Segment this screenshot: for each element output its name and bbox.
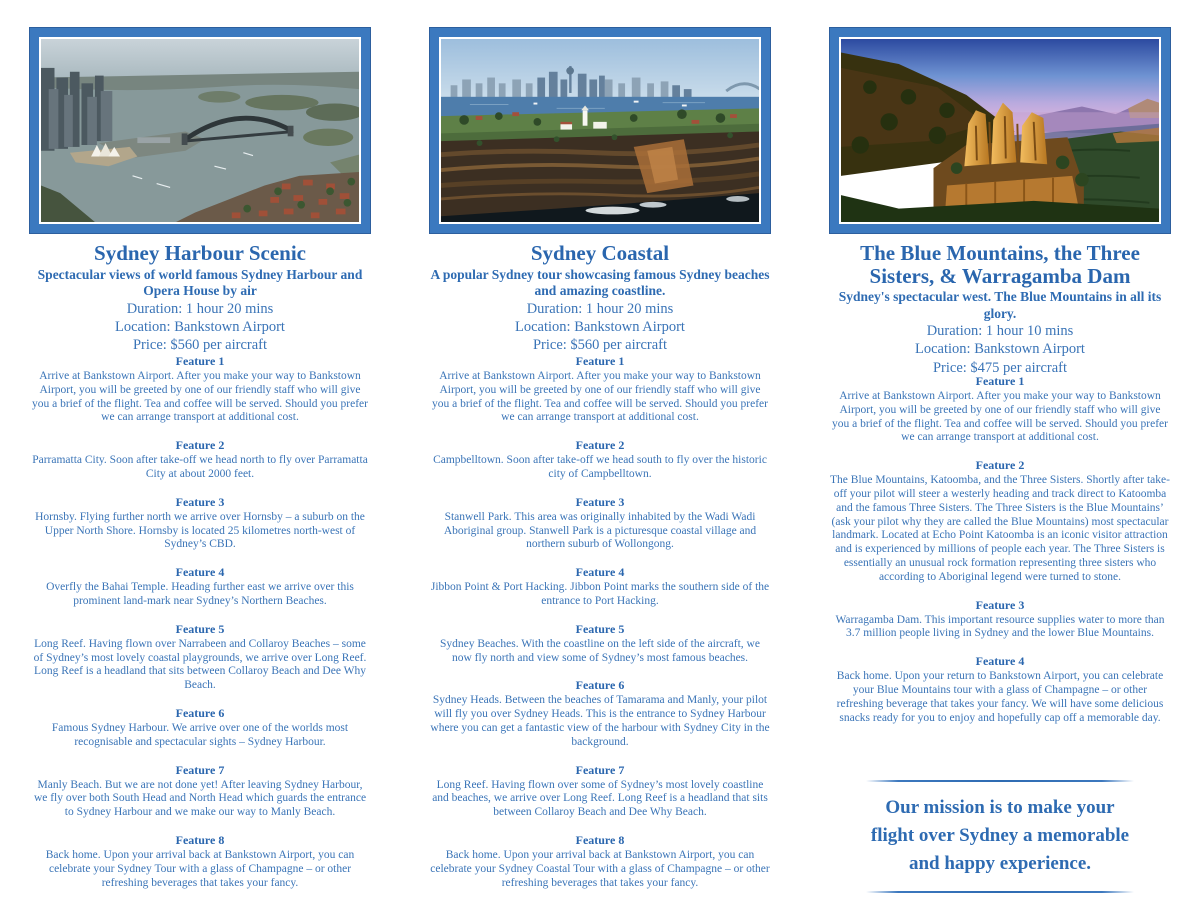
feature-text: Sydney Beaches. With the coastline on the left side of the aircraft, we now fly north and view some of Sydney’s most famous beaches. <box>440 637 760 664</box>
feature-heading: Feature 5 <box>175 621 225 636</box>
feature-text: Back home. Upon your arrival back at Bankstown Airport, you can celebrate your Sydney Tour with a glass of Champagne – or other refreshing beverages that takes your fancy. <box>45 849 355 889</box>
feature-item <box>830 458 1170 584</box>
feature-heading: Feature 4 <box>975 654 1025 669</box>
tour-location: Location: Bankstown Airport <box>915 341 1085 358</box>
feature-item <box>430 622 770 666</box>
feature-text: Arrive at Bankstown Airport. After you make your way to Bankstown Airport, you will be greeted by one of our friendly staff who will give you a brief of the flight. Tea and coffee will be served. Should you prefer we can arrange transport at additional cost. <box>832 390 1168 444</box>
feature-item <box>830 374 1170 445</box>
feature-heading: Feature 8 <box>175 833 225 847</box>
feature-item <box>30 833 370 890</box>
feature-heading: Feature 6 <box>575 678 625 693</box>
feature-text: Long Reef. Having flown over some of Sydney’s most lovely coastline and beaches, we arrive over Long Reef. Long Reef is a headland that sits between Collaroy Beach and Dee Why Beach. <box>432 778 768 819</box>
feature-heading: Feature 2 <box>975 458 1025 473</box>
tour-column-mountains <box>830 28 1170 874</box>
feature-text: Arrive at Bankstown Airport. After you make your way to Bankstown Airport, you will be greeted by one of our friendly staff who will give you a brief of the flight. Tea and coffee will be served. Should you prefer we can arrange transport at additional cost. <box>32 370 368 424</box>
coastal-cliffs-photo <box>441 39 759 222</box>
tour-title: Sydney Harbour Scenic <box>94 241 306 266</box>
feature-text: The Blue Mountains, Katoomba, and the Three Sisters. Shortly after take-off your pilot will steer a westerly heading and track direct to Katoomba and the famous Three Sisters. The Three Sisters is the Blue Mountains’ (ask your pilot why they are called the Blue Mountains) most spectacular landmark. Located at Echo Point Katoomba is an iconic visitor attraction and is experienced by millions of people each year. The Three Sisters is essentially an unusual rock formation representing three sisters who according to Aboriginal legend were turned to stone. <box>830 474 1170 583</box>
feature-heading: Feature 3 <box>175 494 225 509</box>
tour-subtitle: Sydney's spectacular west. The Blue Mountains in all its glory. <box>838 289 1162 321</box>
feature-heading: Feature 3 <box>975 597 1025 612</box>
blue-mountains-photo <box>841 39 1159 222</box>
coastal-feature-list <box>430 354 770 903</box>
mission-statement-box <box>866 780 1134 893</box>
feature-heading: Feature 4 <box>175 565 225 580</box>
feature-item <box>30 706 370 750</box>
tour-location: Location: Bankstown Airport <box>515 318 685 335</box>
harbour-photo-frame <box>30 28 370 233</box>
feature-text: Warragamba Dam. This important resource supplies water to more than 3.7 million people living in Sydney and the lower Blue Mountains. <box>835 613 1165 640</box>
tour-duration: Duration: 1 hour 20 mins <box>526 300 674 317</box>
feature-heading: Feature 6 <box>175 706 225 721</box>
harbour-tour-header <box>30 240 370 354</box>
feature-text: Parramatta City. Soon after take-off we head north to fly over Parramatta City at about 2000 feet. <box>32 454 368 481</box>
mountains-photo-frame <box>830 28 1170 233</box>
mission-statement-text: Our mission is to make your flight over Sydney a memorable and happy experience. <box>870 797 1130 874</box>
feature-item <box>30 565 370 609</box>
feature-heading: Feature 3 <box>575 494 625 509</box>
feature-item <box>430 763 770 820</box>
tour-price: Price: $560 per aircraft <box>132 336 268 353</box>
feature-item <box>830 654 1170 725</box>
feature-text: Famous Sydney Harbour. We arrive over one of the worlds most recognisable and spectacular sights – Sydney Harbour. <box>51 722 349 748</box>
feature-item <box>430 678 770 749</box>
feature-text: Overfly the Bahai Temple. Heading further east we arrive over this prominent land-mark near Sydney’s Northern Beaches. <box>46 581 354 608</box>
feature-heading: Feature 7 <box>175 762 225 777</box>
tour-price: Price: $560 per aircraft <box>532 336 668 353</box>
tour-duration: Duration: 1 hour 20 mins <box>126 300 274 317</box>
feature-item <box>430 354 770 425</box>
feature-heading: Feature 7 <box>575 762 625 777</box>
feature-text: Hornsby. Flying further north we arrive over Hornsby – a suburb on the Upper North Shore. Hornsby is located 25 kilometres north-west of Sydney’s CBD. <box>35 510 365 551</box>
tour-location: Location: Bankstown Airport <box>115 318 285 335</box>
harbour-feature-list <box>30 354 370 903</box>
feature-text: Manly Beach. But we are not done yet! After leaving Sydney Harbour, we fly over both South Head and North Head which guards the entrance to Sydney Harbour and we make our way to Manly Beach. <box>33 778 367 819</box>
feature-heading: Feature 5 <box>575 621 625 636</box>
tour-column-harbour <box>30 28 370 889</box>
tour-price: Price: $475 per aircraft <box>932 359 1068 376</box>
feature-text: Jibbon Point & Port Hacking. Jibbon Point marks the southern side of the entrance to Port Hacking. <box>430 581 770 608</box>
feature-heading: Feature 2 <box>575 438 625 453</box>
feature-heading: Feature 2 <box>175 438 225 453</box>
feature-item <box>430 833 770 890</box>
feature-heading: Feature 1 <box>175 354 225 369</box>
tour-column-coastal <box>430 28 770 889</box>
feature-text: Sydney Heads. Between the beaches of Tamarama and Manly, your pilot will fly you over Sydney Heads. This is the entrance to Sydney Harbour where you can get a fantastic view of the harbour with Sydney City in the background. <box>430 694 770 748</box>
feature-item <box>30 622 370 693</box>
feature-heading: Feature 1 <box>975 374 1025 389</box>
feature-text: Stanwell Park. This area was originally inhabited by the Wadi Wadi Aboriginal group. Stanwell Park is a picturesque coastal village and northern suburb of Wollongong. <box>443 510 757 551</box>
feature-text: Arrive at Bankstown Airport. After you make your way to Bankstown Airport, you will be greeted by one of our friendly staff who will give you a brief of the flight. Tea and coffee will be served. Should you prefer we can arrange transport at additional cost. <box>432 370 768 424</box>
coastal-photo-frame <box>430 28 770 233</box>
feature-item <box>30 438 370 482</box>
feature-text: Back home. Upon your return to Bankstown Airport, you can celebrate your Blue Mountains tour with a glass of Champagne – or other refreshing beverage that takes your fancy. We will have some delicious snacks ready for you to enjoy and hopefully cap off a memorable day. <box>836 670 1164 724</box>
harbour-aerial-photo <box>41 39 359 222</box>
tour-subtitle: A popular Sydney tour showcasing famous Sydney beaches and amazing coastline. <box>430 266 770 299</box>
feature-text: Campbelltown. Soon after take-off we head south to fly over the historic city of Campbelltown. <box>433 454 767 481</box>
mountains-tour-header <box>830 240 1170 374</box>
tour-title: The Blue Mountains, the Three Sisters, & Warragamba Dam <box>860 241 1140 288</box>
tour-title: Sydney Coastal <box>530 241 670 266</box>
feature-item <box>430 565 770 609</box>
coastal-tour-header <box>430 240 770 354</box>
feature-item <box>30 763 370 820</box>
tour-duration: Duration: 1 hour 10 mins <box>926 323 1074 340</box>
bottom-divider-rule <box>866 891 1134 893</box>
tour-subtitle: Spectacular views of world famous Sydney Harbour and Opera House by air <box>37 266 363 299</box>
mountains-feature-list <box>830 374 1170 738</box>
feature-item <box>30 354 370 425</box>
feature-item <box>30 495 370 552</box>
feature-item <box>830 598 1170 642</box>
feature-item <box>430 438 770 482</box>
feature-heading: Feature 1 <box>575 354 625 369</box>
feature-heading: Feature 8 <box>575 833 625 847</box>
feature-heading: Feature 4 <box>575 565 625 580</box>
feature-text: Back home. Upon your arrival back at Bankstown Airport, you can celebrate your Sydney Coastal Tour with a glass of Champagne – or other refreshing beverages that takes your fancy. <box>430 849 770 889</box>
feature-text: Long Reef. Having flown over Narrabeen and Collaroy Beaches – some of Sydney’s most lovely coastal playgrounds, we arrive over Long Reef. Long Reef is a headland that sits between Collaroy Beach and Dee Why Beach. <box>33 637 367 692</box>
feature-item <box>430 495 770 552</box>
